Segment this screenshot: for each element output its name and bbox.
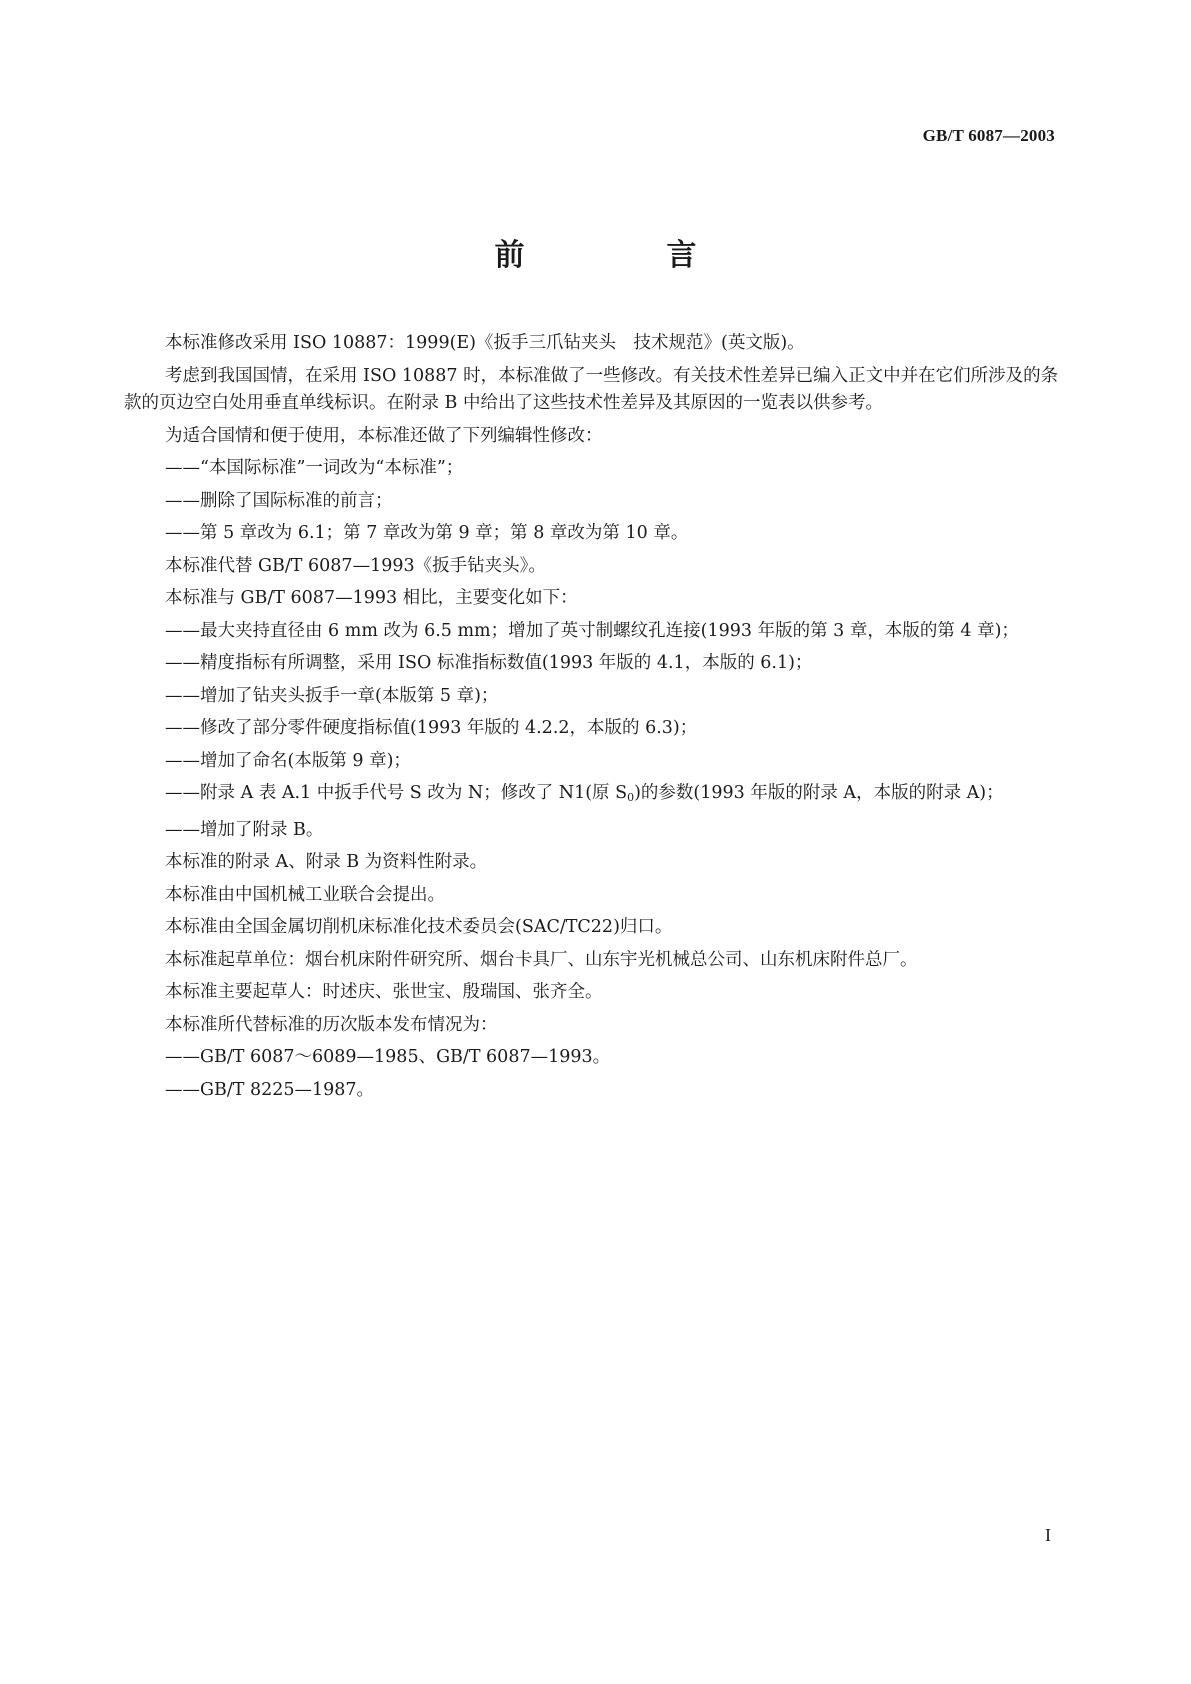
dash-list-item: ——增加了钻夹头扳手一章(本版第 5 章)； [165, 685, 499, 706]
dash-list-item [124, 780, 1059, 812]
paragraph: 本标准由全国金属切削机床标准化技术委员会(SAC/TC22)归口。 [165, 917, 673, 937]
text-after-subscript: )的参数(1993 年版的附录 A，本版的附录 A)； [634, 783, 1004, 803]
dash-list-item: ——GB/T 6087～6089—1985、GB/T 6087—1993。 [165, 1047, 611, 1067]
dash-list-item: ——精度指标有所调整，采用 ISO 标准指标数值(1993 年版的 4.1，本版的 6.1)； [165, 653, 813, 673]
paragraph: 本标准由中国机械工业联合会提出。 [165, 884, 445, 905]
page-title: 前 言 [494, 238, 753, 273]
paragraph: 本标准代替 GB/T 6087—1993《扳手钻夹头》。 [165, 555, 546, 576]
standard-number: GB/T 6087—2003 [922, 126, 1055, 145]
dash-list-item: ——增加了附录 B。 [165, 819, 324, 840]
paragraph: 本标准主要起草人：时述庆、张世宝、殷瑞国、张齐全。 [165, 982, 603, 1002]
text-before-subscript: ——附录 A 表 A.1 中扳手代号 S 改为 N；修改了 N1(原 S [165, 783, 628, 803]
dash-list-item: ——增加了命名(本版第 9 章)； [165, 750, 411, 771]
paragraph: 本标准的附录 A、附录 B 为资料性附录。 [165, 852, 488, 872]
paragraph: 考虑到我国国情，在采用 ISO 10887 时，本标准做了一些修改。有关技术性差异已编入正文中并在它们所涉及的条款的页边空白处用垂直单线标识。在附录 B 中给出了这些技术性差异及其原因的一览表以供参考。 [124, 365, 1059, 413]
paragraph: 本标准与 GB/T 6087—1993 相比，主要变化如下： [165, 588, 578, 608]
subscript: 0 [627, 791, 635, 804]
dash-list-item: ——修改了部分零件硬度指标值(1993 年版的 4.2.2，本版的 6.3)； [165, 718, 698, 738]
dash-list-item: ——“本国际标准”一词改为“本标准”； [165, 458, 464, 478]
paragraph: 本标准所代替标准的历次版本发布情况为： [165, 1014, 498, 1035]
dash-list-item: ——GB/T 8225—1987。 [165, 1079, 375, 1100]
paragraph: 本标准起草单位：烟台机床附件研究所、烟台卡具厂、山东宇光机械总公司、山东机床附件总厂。 [165, 949, 918, 970]
page-number: I [1045, 1525, 1051, 1545]
dash-list-item: ——删除了国际标准的前言； [165, 490, 393, 511]
dash-list-item: ——第 5 章改为 6.1；第 7 章改为第 9 章；第 8 章改为第 10 章。 [165, 523, 689, 543]
dash-list-item: ——最大夹持直径由 6 mm 改为 6.5 mm；增加了英寸制螺纹孔连接(1993 年版的第 3 章，本版的第 4 章)； [165, 620, 1019, 641]
paragraph: 为适合国情和便于使用，本标准还做了下列编辑性修改： [165, 425, 603, 446]
foreword-body [124, 330, 1059, 1109]
paragraph: 本标准修改采用 ISO 10887：1999(E)《扳手三爪钻夹头 技术规范》(英文版)。 [165, 333, 805, 353]
